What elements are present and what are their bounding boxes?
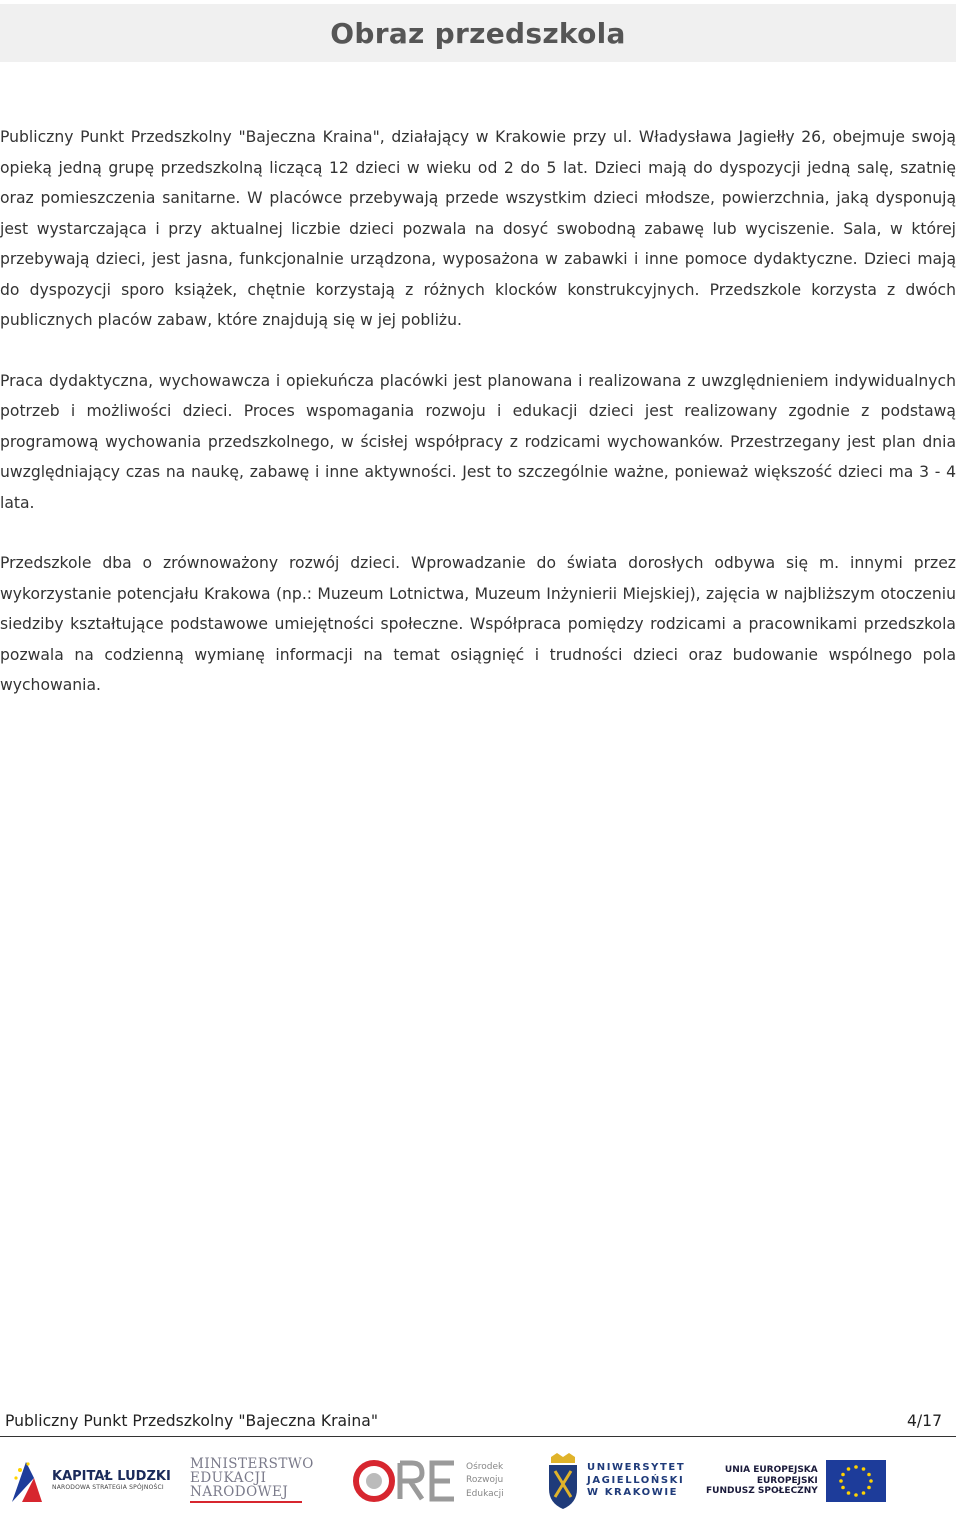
kapital-ludzki-title: KAPITAŁ LUDZKI [52,1469,171,1485]
eu-line-3: FUNDUSZ SPOŁECZNY [706,1486,818,1497]
paragraph-1: Publiczny Punkt Przedszkolny "Bajeczna Kraina", działający w Krakowie przy ul. Władysława Jagiełły 26, obejmuje swoją opieką jedną grupę przedszkolną liczącą 12 dzieci w wieku od 2 do 5 lat. Dzieci mają do dyspozycji jedną salę, szatnię oraz pomieszczenia sanitarne. W placówce przebywają przede wszystkim dzieci młodsze, powierzchnia, jaką dysponują jest wystarczająca i przy aktualnej liczbie dzieci pozwala na dosyć swobodną zabawę lub wyciszenie. Sala, w której przebywają dzieci, jest jasna, funkcjonalnie urządzona, wyposażona w zabawki i inne pomoce dydaktyczne. Dzieci mają do dyspozycji sporo książek, chętnie korzystają z różnych klocków konstrukcyjnych. Przedszkole korzysta z dwóch publicznych placów zabaw, które znajdują się w jej pobliżu. [0,128,956,329]
footer-institution: Publiczny Punkt Przedszkolny "Bajeczna Kraina" [5,1412,378,1430]
men-line-1: MINISTERSTWO [190,1455,314,1472]
men-underline-icon [190,1499,302,1505]
sponsor-logos [0,1446,960,1518]
uj-logo [545,1446,695,1516]
page-footer [0,1400,956,1437]
eu-logo [706,1446,956,1516]
men-line-3: NARODOWEJ [190,1484,289,1501]
uj-crest-icon [545,1451,581,1511]
uj-line-3: W KRAKOWIE [587,1487,679,1499]
kapital-ludzki-subtitle: NARODOWA STRATEGIA SPÓJNOŚCI [52,1484,164,1492]
uj-line-1: UNIWERSYTET [587,1462,686,1474]
page-title: Obraz przedszkola [330,16,626,50]
document-body [0,122,956,731]
eu-flag-icon [826,1460,886,1502]
uj-line-2: JAGIELLOŃSKI [587,1474,685,1486]
paragraph-2: Praca dydaktyczna, wychowawcza i opiekuńcza placówki jest planowana i realizowana z uwzględnieniem indywidualnych potrzeb i możliwości dzieci. Proces wspomagania rozwoju i edukacji dzieci jest realizowany zgodnie z podstawą programową wychowania przedszkolnego, w ścisłej współpracy z rodzicami wychowanków. Przestrzegany jest plan dnia uwzględniający czas na naukę, zabawę i inne aktywności. Jest to szczególnie ważne, ponieważ większość dzieci ma 3 - 4 lata. [0,371,956,512]
footer-divider [0,1436,956,1437]
page-number: 4/17 [906,1412,942,1430]
kapital-ludzki-logo [8,1446,178,1516]
ore-line-2: Rozwoju [466,1475,504,1486]
ore-line-3: Edukacji [466,1488,504,1499]
ore-logo [350,1446,520,1516]
footer-line [0,1400,956,1430]
eu-line-2: EUROPEJSKI [756,1475,818,1486]
men-logo [190,1446,320,1516]
kapital-ludzki-emblem-icon [8,1456,48,1506]
men-line-2: EDUKACJI [190,1469,267,1486]
title-bar [0,4,956,62]
ore-line-1: Ośrodek [466,1461,504,1472]
eu-line-1: UNIA EUROPEJSKA [724,1464,818,1475]
paragraph-3: Przedszkole dba o zrównoważony rozwój dzieci. Wprowadzanie do świata dorosłych odbywa się m. innymi przez wykorzystanie potencjału Krakowa (np.: Muzeum Lotnictwa, Muzeum Inżynierii Miejskiej), zajęcia w najbliższym otoczeniu siedziby kształtujące podstawowe umiejętności społeczne. Współpraca pomiędzy rodzicami a pracownikami przedszkola pozwala na codzienną wymianę informacji na temat osiągnięć i trudności dzieci oraz budowanie wspólnego pola wychowania. [0,554,956,694]
ore-mark-icon [350,1453,460,1509]
